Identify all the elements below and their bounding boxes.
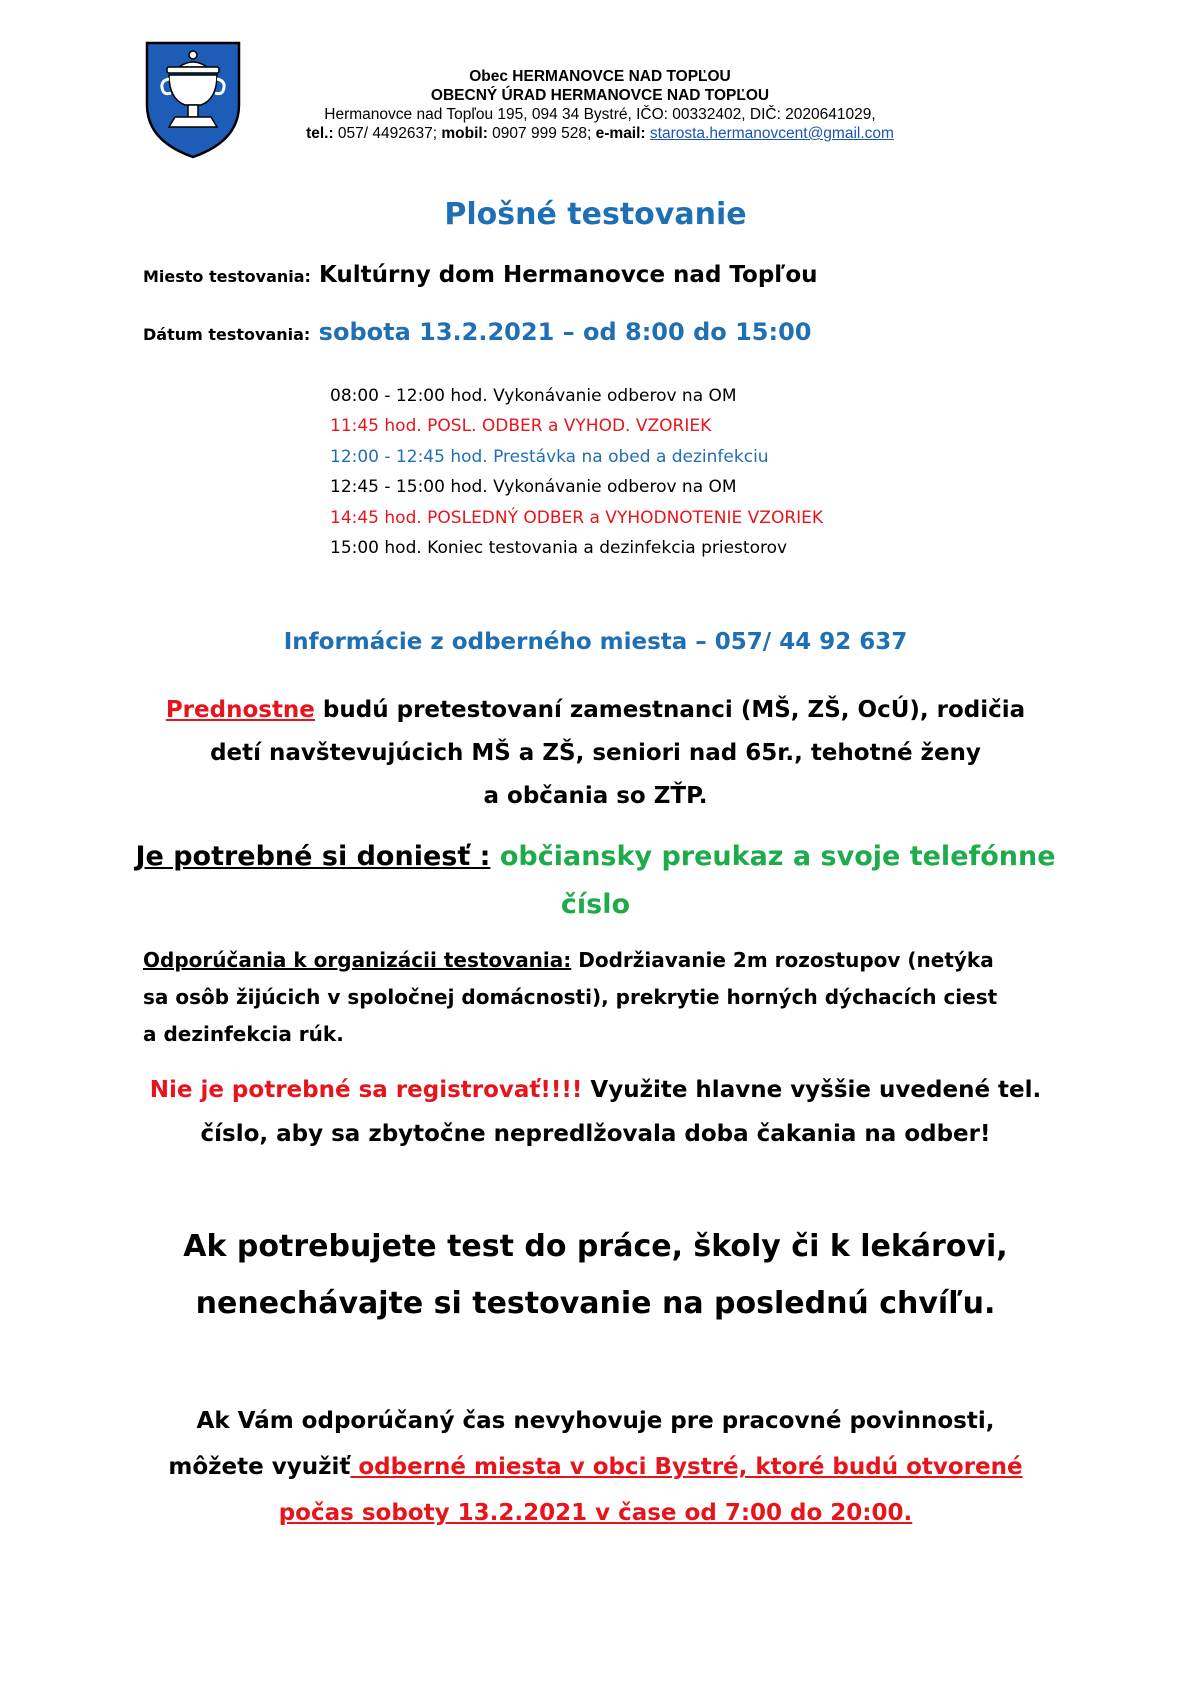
recommend-paragraph <box>143 942 997 1053</box>
header-contacts <box>230 124 970 143</box>
email-link[interactable]: starosta.hermanovcent@gmail.com <box>649 125 894 142</box>
tel-label: tel.: <box>306 125 334 142</box>
tel-value: 057/ 4492637; <box>333 125 442 142</box>
schedule-item: 12:00 - 12:45 hod. Prestávka na obed a dezinfekciu <box>330 446 769 467</box>
alt-line2a: môžete využiť <box>168 1454 351 1480</box>
schedule-item: 11:45 hod. POSL. ODBER a VYHOD. VZORIEK <box>330 416 712 437</box>
alt-line2b: odberné miesta v obci Bystré, ktoré budú otvorené <box>350 1454 1023 1480</box>
noreg-line2: číslo, aby sa zbytočne nepredlžovala doba čakania na odber! <box>200 1121 991 1147</box>
info-line: Informácie z odberného miesta – 057/ 44 92 637 <box>283 629 908 655</box>
recommend-line2: sa osôb žijúcich v spoločnej domácnosti), prekrytie horných dýchacích ciest <box>143 985 998 1009</box>
schedule-list <box>330 381 823 563</box>
date-value: sobota 13.2.2021 – od 8:00 do 15:00 <box>310 318 812 346</box>
priority-paragraph <box>0 689 1191 818</box>
email-label: e-mail: <box>595 125 646 142</box>
priority-line2: detí navštevujúcich MŠ a ZŠ, seniori nad 65r., tehotné ženy <box>210 740 981 766</box>
priority-lead: Prednostne <box>165 697 315 723</box>
bring-paragraph <box>0 833 1191 929</box>
schedule-item: 08:00 - 12:00 hod. Vykonávanie odberov na OM <box>330 386 737 406</box>
bring-value2: číslo <box>560 889 631 920</box>
warning-line2: nenechávajte si testovanie na poslednú chvíľu. <box>195 1286 996 1321</box>
warning-paragraph <box>0 1218 1191 1332</box>
testing-place <box>143 262 818 288</box>
page-title: Plošné testovanie <box>444 197 747 232</box>
schedule-item: 15:00 hod. Koniec testovania a dezinfekcia priestorov <box>330 538 788 559</box>
noreg-line1: Využite hlavne vyššie uvedené tel. <box>582 1077 1042 1103</box>
mobil-value: 0907 999 528; <box>487 125 596 142</box>
place-label: Miesto testovania: <box>143 267 311 286</box>
alt-line3: počas soboty 13.2.2021 v čase od 7:00 do 20:00. <box>278 1500 913 1526</box>
coat-of-arms-icon <box>145 41 241 159</box>
header-office: OBECNÝ ÚRAD HERMANOVCE NAD TOPĽOU <box>430 87 770 104</box>
date-label: Dátum testovania: <box>143 325 311 344</box>
alternative-paragraph <box>0 1398 1191 1536</box>
noreg-lead: Nie je potrebné sa registrovať!!!! <box>149 1077 583 1103</box>
header-municipality: Obec HERMANOVCE NAD TOPĽOU <box>469 68 731 85</box>
recommend-line1: Dodržiavanie 2m rozostupov (netýka <box>571 948 994 972</box>
mobil-label: mobil: <box>441 125 488 142</box>
noreg-paragraph <box>0 1068 1191 1156</box>
warning-line1: Ak potrebujete test do práce, školy či k lekárovi, <box>183 1229 1008 1264</box>
recommend-label: Odporúčania k organizácii testovania: <box>143 948 572 972</box>
priority-line1: budú pretestovaní zamestnanci (MŠ, ZŠ, OcÚ), rodičia <box>314 697 1026 723</box>
header-address: Hermanovce nad Topľou 195, 094 34 Bystré, IČO: 00332402, DIČ: 2020641029, <box>324 106 876 123</box>
testing-date <box>143 318 811 346</box>
schedule-item: 12:45 - 15:00 hod. Vykonávanie odberov na OM <box>330 477 737 498</box>
bring-label: Je potrebné si doniesť : <box>135 841 491 872</box>
place-value: Kultúrny dom Hermanovce nad Topľou <box>310 262 818 288</box>
alt-line1: Ak Vám odporúčaný čas nevyhovuje pre pracovné povinnosti, <box>196 1408 995 1434</box>
schedule-item: 14:45 hod. POSLEDNÝ ODBER a VYHODNOTENIE VZORIEK <box>330 507 824 528</box>
recommend-line3: a dezinfekcia rúk. <box>143 1022 344 1046</box>
bring-value1: občiansky preukaz a svoje telefónne <box>490 841 1056 872</box>
priority-line3: a občania so ZŤP. <box>483 783 708 809</box>
